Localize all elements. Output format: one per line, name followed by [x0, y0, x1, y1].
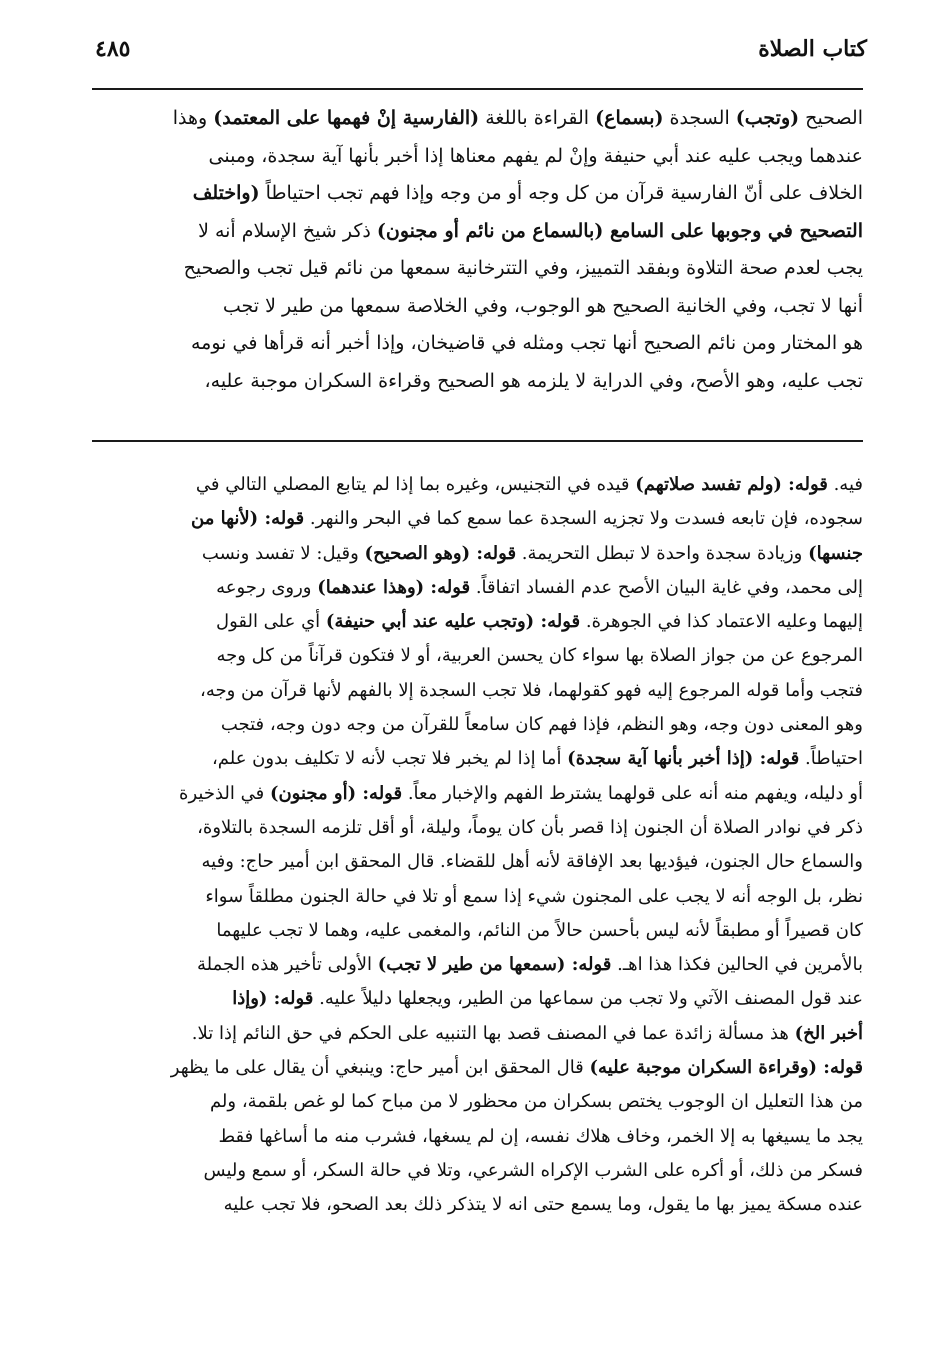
- bold-quote: قوله: (ولم تفسد صلاتهم): [635, 474, 828, 495]
- running-title: كتاب الصلاة: [758, 36, 867, 62]
- bold-quote: قوله: (وهو الصحيح): [364, 542, 517, 564]
- header-rule: [92, 88, 863, 90]
- page-number: ٤٨٥: [95, 36, 131, 62]
- commentary-line: [95, 502, 863, 536]
- commentary-line: [95, 1051, 863, 1085]
- bold-quote: التصحيح في وجوبها على السامع (بالسماع من نائم أو مجنون): [376, 219, 863, 242]
- text-run: ذكر في نوادر الصلاة أن الجنون إذا قصر بأن كان يوماً، وليلة، أو أقل تلزمه السجدة بالتلاوة،: [197, 816, 863, 838]
- main-text-line: [95, 363, 863, 401]
- bold-quote: (الفارسية إنْ فهمها على المعتمد): [213, 107, 480, 129]
- text-run: فتجب وأما قوله المرجوع إليه فهو كقولهما، فلا تجب السجدة إلا بالفهم لأنها قرآن من وجه،: [200, 679, 863, 701]
- text-run: الخلاف على أنّ الفارسية قرآن من كل وجه أو من وجه وإذا فهم تجب احتياطاً: [259, 182, 863, 204]
- text-run: الصحيح: [799, 107, 863, 129]
- text-run: عندهما ويجب عليه عند أبي حنيفة وإنْ لم يفهم معناها إذا أخبر بأنها آية سجدة، ومبنى: [208, 144, 863, 167]
- text-run: احتياطاً.: [799, 748, 863, 770]
- text-run: وقيل: لا تفسد ونسب: [201, 542, 365, 564]
- text-run: هذ مسألة زائدة عما في المصنف قصد بها التنبيه على الحكم في حق النائم إذا تلا.: [191, 1022, 795, 1044]
- text-run: في الذخيرة: [179, 782, 270, 804]
- bold-quote: قوله: (أو مجنون): [269, 782, 403, 804]
- bold-quote: قوله: (إذا أخبر بأنها آية سجدة): [567, 748, 800, 770]
- text-run: تجب عليه، وهو الأصح، وفي الدراية لا يلزمه هو الصحيح وقراءة السكران موجبة عليه،: [204, 369, 863, 392]
- text-run: أو دليله، ويفهم منه أنه على قولهما يشترط الفهم والإخبار معاً.: [402, 782, 863, 804]
- text-run: إلى محمد، وفي غاية البيان الأصح عدم الفساد اتفاقاً.: [470, 576, 863, 598]
- commentary-line: [95, 468, 863, 502]
- text-run: والسماع حال الجنون، فيؤديها بعد الإفاقة لأنه أهل للقضاء. قال المحقق ابن أمير حاج: وفيه: [201, 851, 863, 873]
- text-run: قال المحقق ابن أمير حاج: وينبغي أن يقال على ما يظهر: [170, 1057, 590, 1079]
- commentary-line: [95, 1154, 863, 1188]
- commentary-line: [95, 742, 863, 776]
- commentary-line: [95, 982, 863, 1016]
- main-text-line: [95, 175, 863, 213]
- bold-quote: (واختلف: [192, 182, 260, 204]
- bold-quote: جنسها): [808, 542, 863, 564]
- text-run: ذكر شيخ الإسلام أنه لا: [198, 219, 377, 242]
- commentary-line: [95, 708, 863, 742]
- text-run: وروى رجوعه: [216, 576, 318, 598]
- text-run: أما إذا لم يخبر فلا تجب لأنه لا تكليف بدون علم،: [211, 748, 568, 770]
- text-run: من هذا التعليل ان الوجوب يختص بسكران من محظور لا من مباح كما لو غص بلقمة، ولم: [209, 1091, 863, 1113]
- main-text-line: [95, 100, 863, 138]
- commentary-line: [95, 639, 863, 673]
- text-run: أي على القول: [215, 611, 326, 633]
- bold-quote: قوله: (سمعها من طير لا تجب): [377, 954, 612, 976]
- text-run: هو المختار ومن نائم الصحيح أنها تجب ومثله في قاضيخان، وإذا أخبر أنه قرأها في نومه: [191, 332, 863, 354]
- commentary-line: [95, 811, 863, 845]
- text-run: سجوده، فإن تابعه فسدت ولا تجزيه السجدة عما سمع كما في البحر والنهر.: [304, 508, 863, 530]
- main-text-line: [95, 138, 863, 176]
- commentary-line: [95, 605, 863, 639]
- text-run: نظر، بل الوجه أنه لا يجب على المجنون شيء إذا سمع أو تلا في حالة الجنون مطلقاً سواء: [205, 885, 863, 907]
- commentary-line: [95, 571, 863, 605]
- text-run: فيه.: [827, 474, 863, 495]
- text-run: القراءة باللغة: [479, 107, 596, 129]
- commentary-line: [95, 1085, 863, 1119]
- main-text-block: [95, 100, 863, 400]
- text-run: المرجوع عن من جواز الصلاة بها سواء كان يحسن العربية، أو لا فتكون قرآناً من كل وجه: [216, 645, 863, 667]
- main-text-line: [95, 213, 863, 251]
- text-run: بالأمرين في الحالين فكذا هذا اهـ.: [611, 954, 863, 976]
- bold-quote: قوله: (وإذا: [232, 988, 314, 1010]
- commentary-line: [95, 1017, 863, 1051]
- commentary-line: [95, 1188, 863, 1222]
- text-run: يجد ما يسيغها به إلا الخمر، وخاف هلاك نفسه، إن لم يسغها، فشرب منه ما أساغها فقط: [218, 1125, 863, 1147]
- bold-quote: قوله: (وتجب عليه عند أبي حنيفة): [325, 611, 581, 633]
- text-run: قيده في التجنيس، وغيره بما إذا لم يتابع المصلي التالي في: [195, 474, 636, 495]
- text-run: وهذا: [172, 107, 214, 129]
- text-run: عند قول المصنف الآتي ولا تجب من سماعها من الطير، ويجعلها دليلاً عليه.: [313, 988, 863, 1010]
- text-run: الأولى تأخير هذه الجملة: [196, 954, 378, 976]
- commentary-line: [95, 948, 863, 982]
- main-text-line: [95, 325, 863, 363]
- main-text-line: [95, 288, 863, 326]
- text-run: وهو المعنى دون وجه، وهو النظم، فإذا فهم كان سامعاً للقرآن من وجه دون وجه، فتجب: [220, 714, 863, 736]
- bold-quote: (وتجب): [735, 107, 800, 129]
- commentary-block: [95, 468, 863, 1223]
- commentary-line: [95, 1120, 863, 1154]
- commentary-line: [95, 845, 863, 879]
- text-run: فسكر من ذلك، أو أكره على الشرب الإكراه الشرعي، وتلا في حالة السكر، أو سمع وليس: [203, 1159, 863, 1181]
- bold-quote: قوله: (وقراءة السكران موجبة عليه): [589, 1057, 863, 1079]
- text-run: كان قصيراً أو مطبقاً لأنه ليس بأحسن حالاً من النائم، والمغمى عليه، وهما لا تجب عليهما: [216, 919, 863, 941]
- text-run: وزيادة سجدة واحدة لا تبطل التحريمة.: [516, 542, 809, 564]
- text-run: يجب لعدم صحة التلاوة وبفقد التمييز، وفي التترخانية سمعها من نائم قيل تجب والصحيح: [183, 257, 863, 279]
- commentary-line: [95, 914, 863, 948]
- bold-quote: قوله: (وهذا عندهما): [317, 576, 471, 598]
- page-header: [95, 36, 867, 76]
- commentary-line: [95, 674, 863, 708]
- text-run: السجدة: [663, 107, 736, 129]
- main-text-line: [95, 250, 863, 288]
- commentary-line: [95, 777, 863, 811]
- separator-rule: [92, 440, 863, 442]
- text-run: عنده مسكة يميز بها ما يقول، وما يسمع حتى انه لا يتذكر ذلك بعد الصحو، فلا تجب عليه: [223, 1194, 863, 1216]
- text-run: إليهما وعليه الاعتماد كذا في الجوهرة.: [580, 611, 863, 633]
- text-run: أنها لا تجب، وفي الخانية الصحيح هو الوجوب، وفي الخلاصة سمعها من طير لا تجب: [222, 294, 863, 317]
- commentary-line: [95, 880, 863, 914]
- bold-quote: قوله: (لأنها من: [191, 508, 305, 530]
- bold-quote: أخبر الخ): [794, 1022, 863, 1044]
- bold-quote: (بسماع): [595, 107, 664, 129]
- commentary-line: [95, 537, 863, 571]
